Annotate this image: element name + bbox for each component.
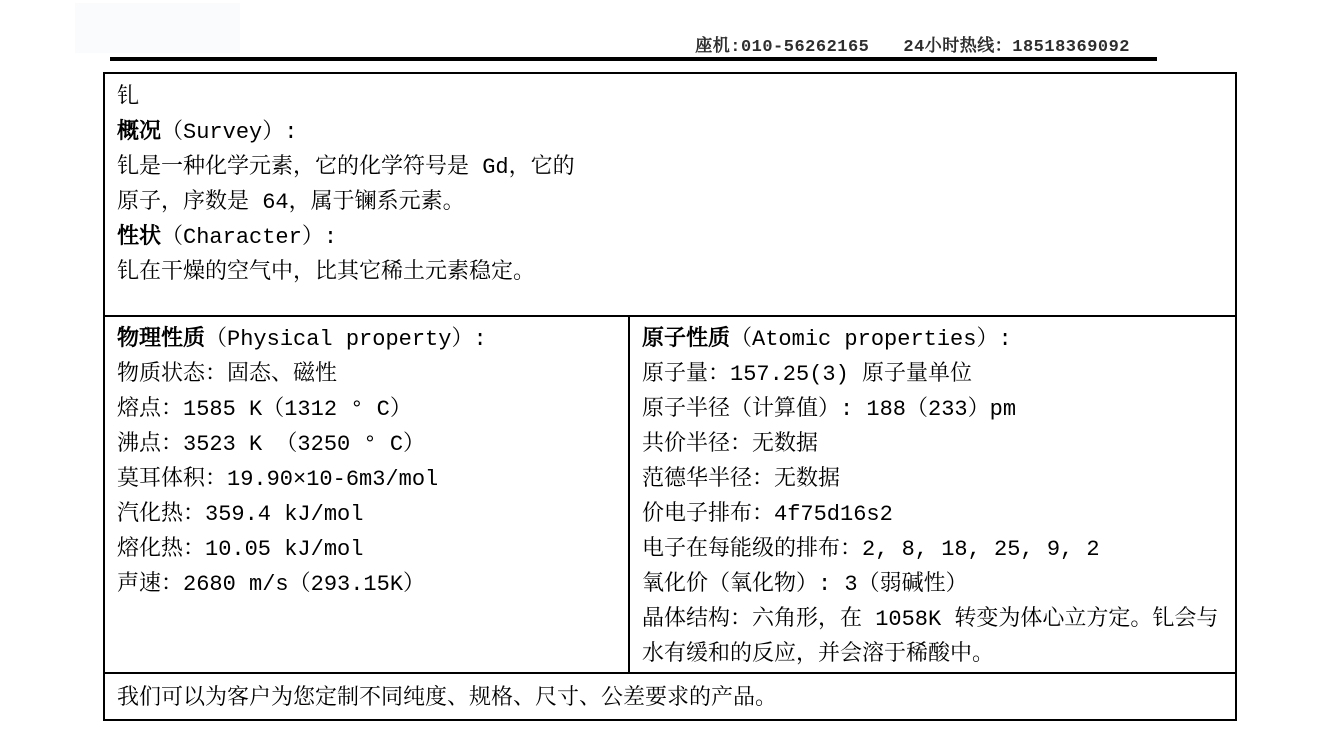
- element-name: 钆: [117, 85, 140, 110]
- character-heading-zh: 性状: [117, 225, 162, 250]
- character-heading: [117, 220, 1221, 255]
- physical-properties-cell: [105, 317, 630, 672]
- logo-watermark: [75, 3, 240, 53]
- element-info-table: [103, 72, 1237, 721]
- survey-heading-zh: 概况: [117, 120, 162, 145]
- atomic-heading-en: （Atomic properties）:: [730, 327, 1012, 352]
- properties-section: [105, 317, 1235, 674]
- physical-row: 汽化热：359.4 kJ/mol: [117, 502, 364, 527]
- intro-section: [105, 74, 1235, 317]
- physical-row: 熔点：1585 K（1312 ° C）: [117, 397, 412, 422]
- atomic-row: 氧化价（氧化物）: 3（弱碱性）: [642, 572, 968, 597]
- physical-row: 熔化热：10.05 kJ/mol: [117, 537, 364, 562]
- hotline-label: 24小时热线：18518369092: [903, 38, 1130, 57]
- survey-line: 原子，序数是 64，属于镧系元素。: [117, 190, 465, 215]
- survey-heading: [117, 115, 1221, 150]
- header-contact: [695, 31, 1130, 57]
- atomic-row: 原子半径（计算值）: 188（233）pm: [642, 397, 1017, 422]
- character-line: 钆在干燥的空气中，比其它稀土元素稳定。: [117, 260, 536, 285]
- footer-section: [105, 674, 1235, 717]
- physical-heading: [117, 322, 618, 357]
- atomic-row: 范德华半径：无数据: [642, 467, 841, 492]
- atomic-heading-zh: 原子性质: [642, 327, 731, 352]
- atomic-row: 共价半径：无数据: [642, 432, 819, 457]
- survey-heading-en: （Survey）:: [161, 120, 298, 145]
- physical-row: 声速：2680 m/s（293.15K）: [117, 572, 426, 597]
- atomic-properties-cell: [630, 317, 1235, 672]
- physical-row: 沸点：3523 K （3250 ° C）: [117, 432, 426, 457]
- footer-note: 我们可以为客户为您定制不同纯度、规格、尺寸、公差要求的产品。: [117, 686, 778, 711]
- survey-line: 钆是一种化学元素，它的化学符号是 Gd，它的: [117, 155, 575, 180]
- atomic-row-crystal: 晶体结构：六角形，在 1058K 转变为体心立方定。钆会与水有缓和的反应，并会溶于稀酸中。: [642, 607, 1219, 667]
- phone-label: 座机:010-56262165: [695, 38, 870, 57]
- atomic-heading: [642, 322, 1227, 357]
- atomic-row: 价电子排布：4f75d16s2: [642, 502, 893, 527]
- atomic-row: 原子量：157.25(3) 原子量单位: [642, 362, 973, 387]
- physical-heading-zh: 物理性质: [117, 327, 206, 352]
- atomic-row: 电子在每能级的排布：2, 8, 18, 25, 9, 2: [642, 537, 1100, 562]
- header-divider: [110, 57, 1157, 61]
- character-heading-en: （Character）:: [161, 225, 338, 250]
- physical-heading-en: （Physical property）:: [205, 327, 487, 352]
- physical-row: 物质状态：固态、磁性: [117, 362, 338, 387]
- physical-row: 莫耳体积：19.90×10-6m3/mol: [117, 467, 439, 492]
